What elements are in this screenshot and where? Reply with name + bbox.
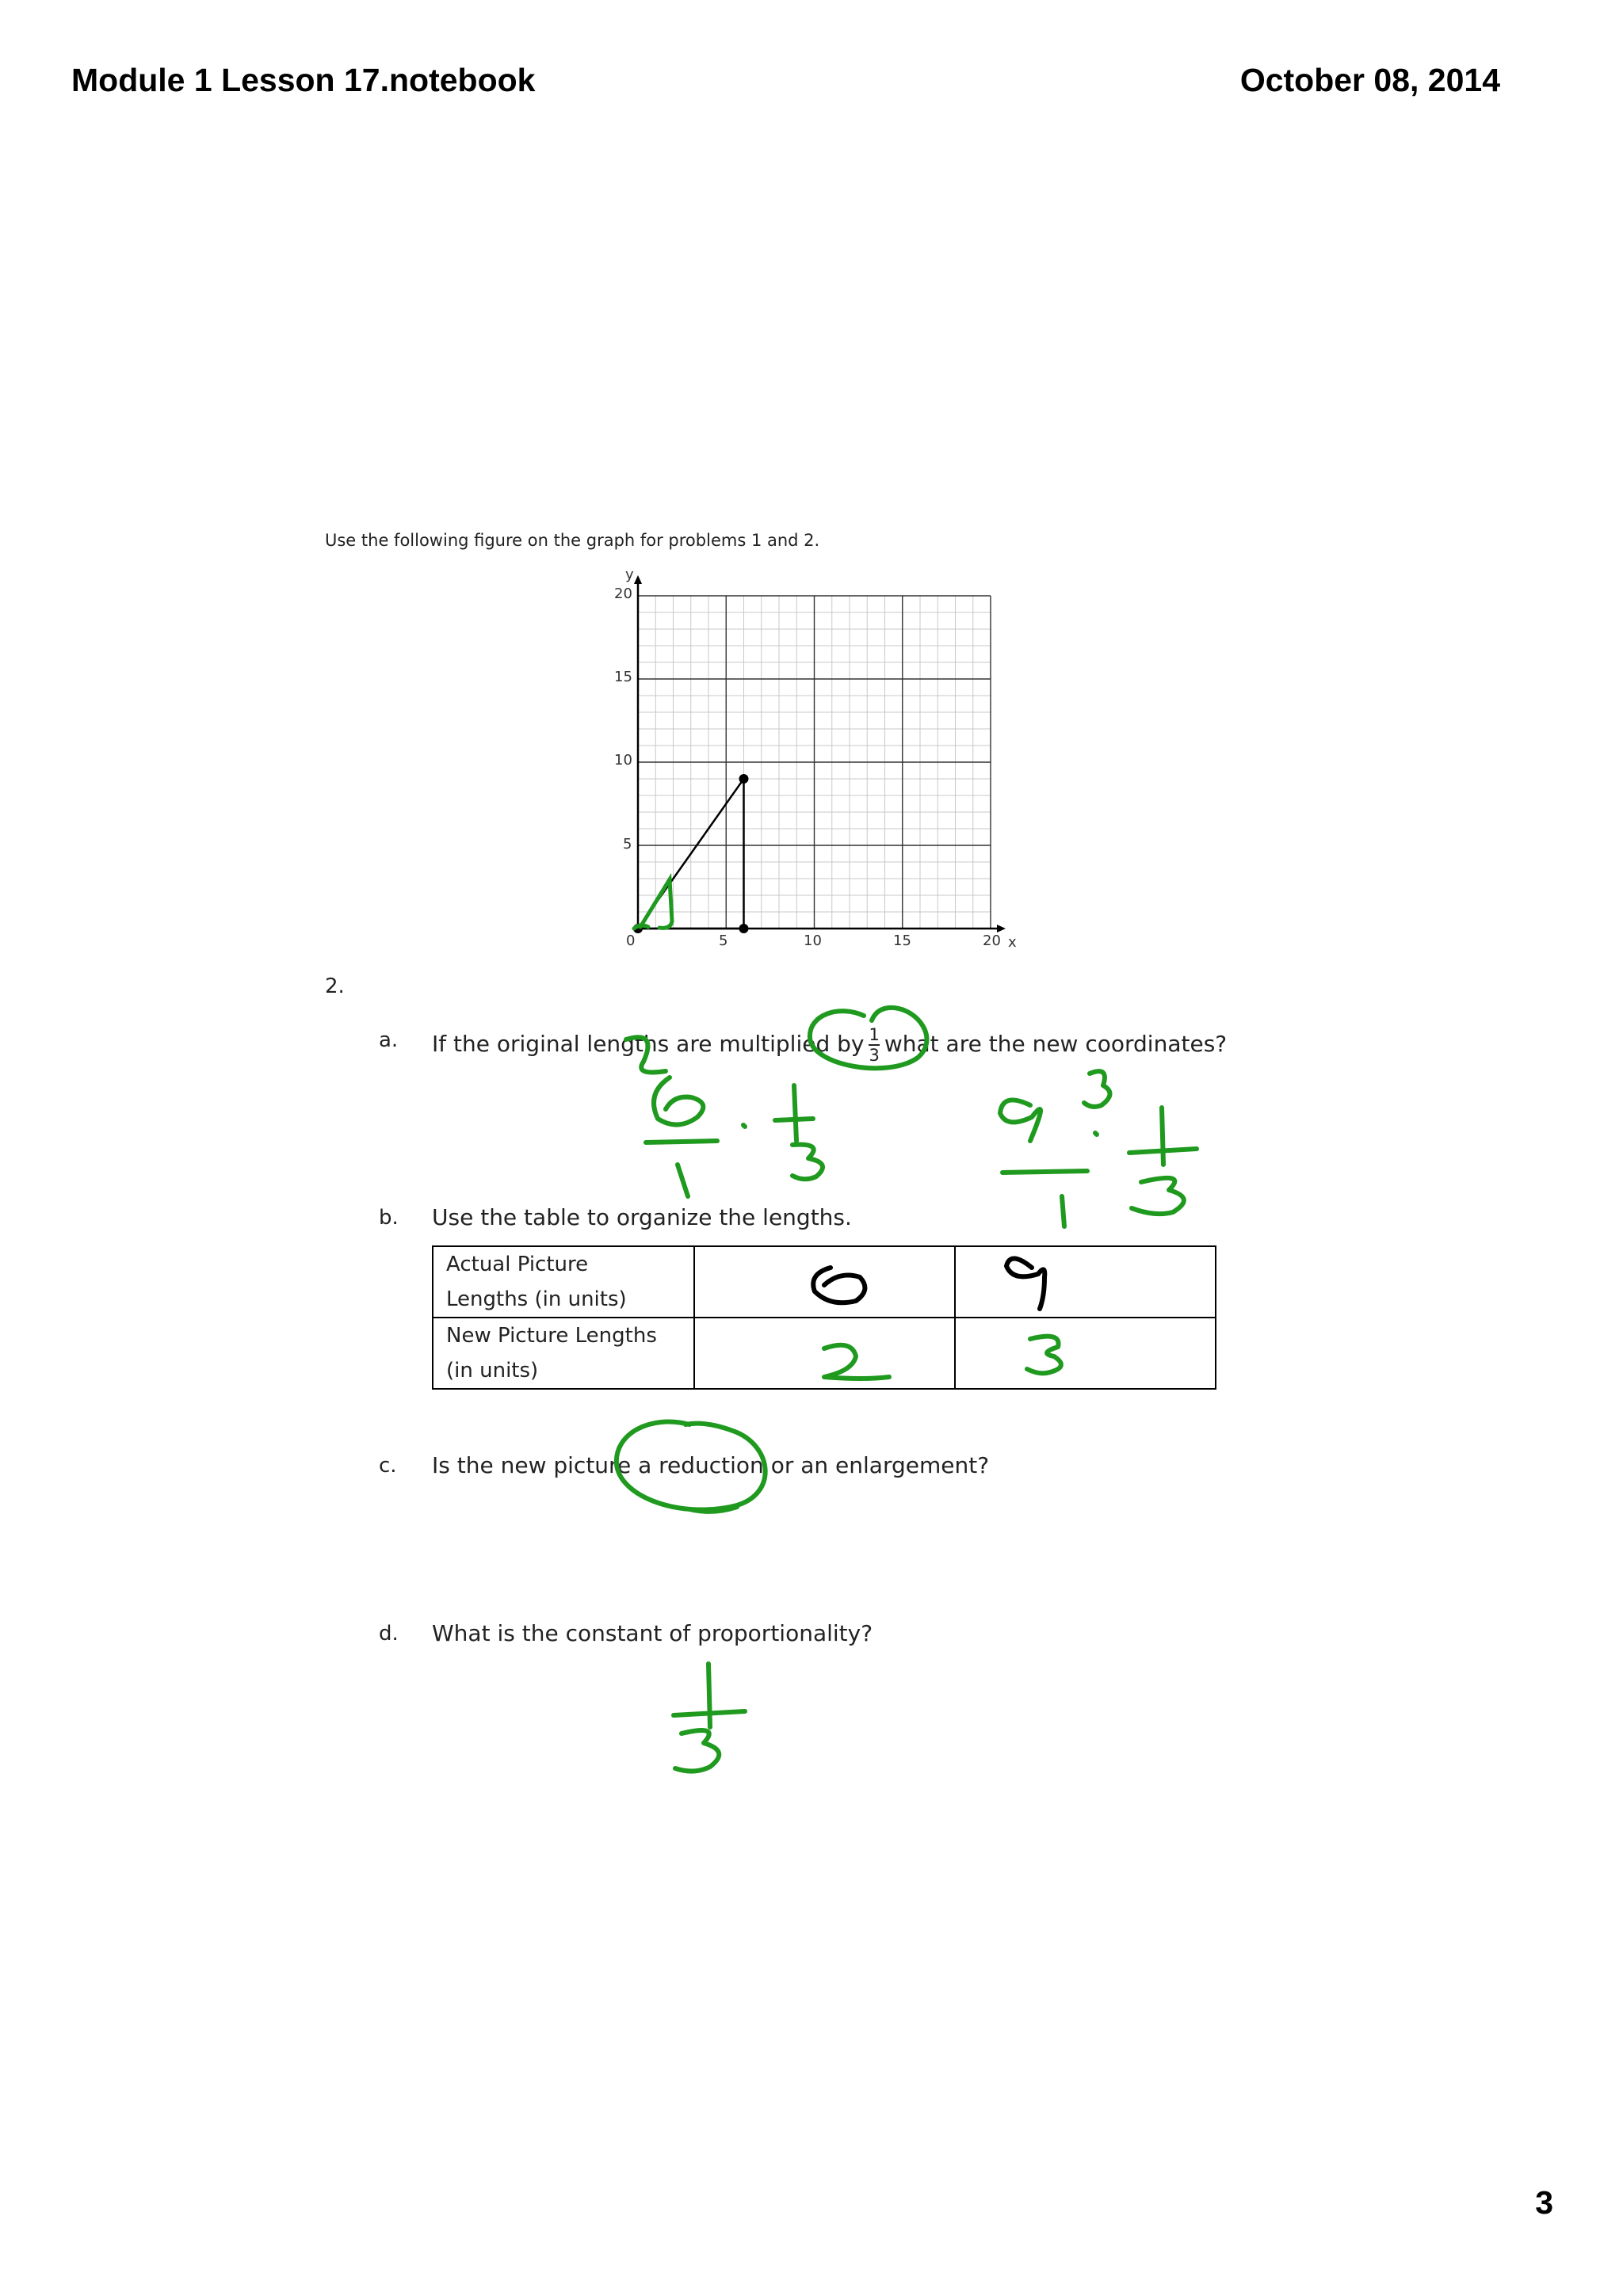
x-axis-arrow — [997, 925, 1006, 933]
triangle-vertex-1 — [739, 774, 749, 784]
lengths-table — [432, 1245, 1216, 1390]
x-tick-0: 0 — [626, 933, 636, 949]
table-row-new — [433, 1318, 1216, 1389]
question-number: 2. — [325, 974, 345, 998]
ink-a-one-c — [1062, 1196, 1064, 1226]
ink-a-one-b — [794, 1085, 796, 1141]
ink-a-dot-2 — [1095, 1133, 1097, 1135]
question-b-text: Use the table to organize the lengths. — [432, 1204, 852, 1230]
y-tick-5: 5 — [623, 836, 632, 852]
x-tick-5: 5 — [719, 933, 728, 949]
question-d-label: d. — [379, 1622, 399, 1646]
question-d-text: What is the constant of proportionality? — [432, 1620, 873, 1646]
one-third-fraction — [869, 1027, 879, 1063]
question-a-text — [432, 1027, 1227, 1063]
new-lengths-header: New Picture Lengths (in units) — [433, 1318, 694, 1389]
ink-a-nine — [1000, 1100, 1041, 1141]
ink-a-one — [678, 1165, 688, 1196]
x-tick-10: 10 — [804, 933, 822, 949]
ink-a-bar-1 — [646, 1141, 717, 1142]
question-c-text: Is the new picture a reduction or an enlargement? — [432, 1452, 990, 1478]
ink-a-bar-4 — [1129, 1149, 1197, 1153]
ink-a-bar-3 — [1002, 1171, 1087, 1173]
new-length-cell-2 — [955, 1318, 1216, 1389]
fraction-numerator: 1 — [869, 1025, 880, 1044]
notebook-title: Module 1 Lesson 17.notebook — [71, 62, 536, 98]
actual-lengths-header: Actual Picture Lengths (in units) — [433, 1246, 694, 1318]
actual-length-cell-2 — [955, 1246, 1216, 1318]
ink-d-bar — [674, 1711, 745, 1715]
notebook-date: October 08, 2014 — [1239, 62, 1500, 98]
ink-graph-scaled-triangle — [640, 879, 672, 928]
intro-instructions: Use the following figure on the graph for problems 1 and 2. — [325, 531, 820, 550]
x-axis-label: x — [1008, 934, 1017, 951]
question-a-text-before: If the original lengths are multiplied by — [432, 1031, 865, 1057]
x-tick-15: 15 — [893, 933, 911, 949]
y-axis-label: y — [625, 566, 634, 583]
x-tick-20: 20 — [983, 933, 1001, 949]
y-tick-20: 20 — [614, 585, 632, 602]
new-length-cell-1 — [694, 1318, 955, 1389]
question-b-label: b. — [379, 1206, 399, 1230]
ink-a-three-b — [1132, 1178, 1184, 1214]
ink-a-six — [654, 1077, 703, 1125]
ink-d-three — [675, 1730, 719, 1772]
table-row-actual — [433, 1246, 1216, 1318]
actual-length-cell-1 — [694, 1246, 955, 1318]
ink-a-three — [792, 1145, 823, 1180]
y-tick-15: 15 — [614, 669, 632, 685]
page-number: 3 — [1535, 2184, 1553, 2221]
ink-d-one — [708, 1664, 710, 1727]
ink-a-one-d — [1162, 1108, 1163, 1165]
fraction-denominator: 3 — [869, 1046, 880, 1065]
ink-a-3-top — [1084, 1071, 1110, 1107]
ink-a-dot — [743, 1125, 745, 1127]
y-axis-arrow — [634, 575, 642, 584]
triangle-vertex-2 — [739, 924, 749, 933]
coordinate-graph — [602, 566, 1046, 955]
question-a-label: a. — [379, 1028, 399, 1052]
question-c-label: c. — [379, 1454, 397, 1478]
ink-a-bar-2 — [775, 1119, 813, 1120]
question-a-text-after: what are the new coordinates? — [884, 1031, 1228, 1057]
y-tick-10: 10 — [614, 752, 632, 769]
